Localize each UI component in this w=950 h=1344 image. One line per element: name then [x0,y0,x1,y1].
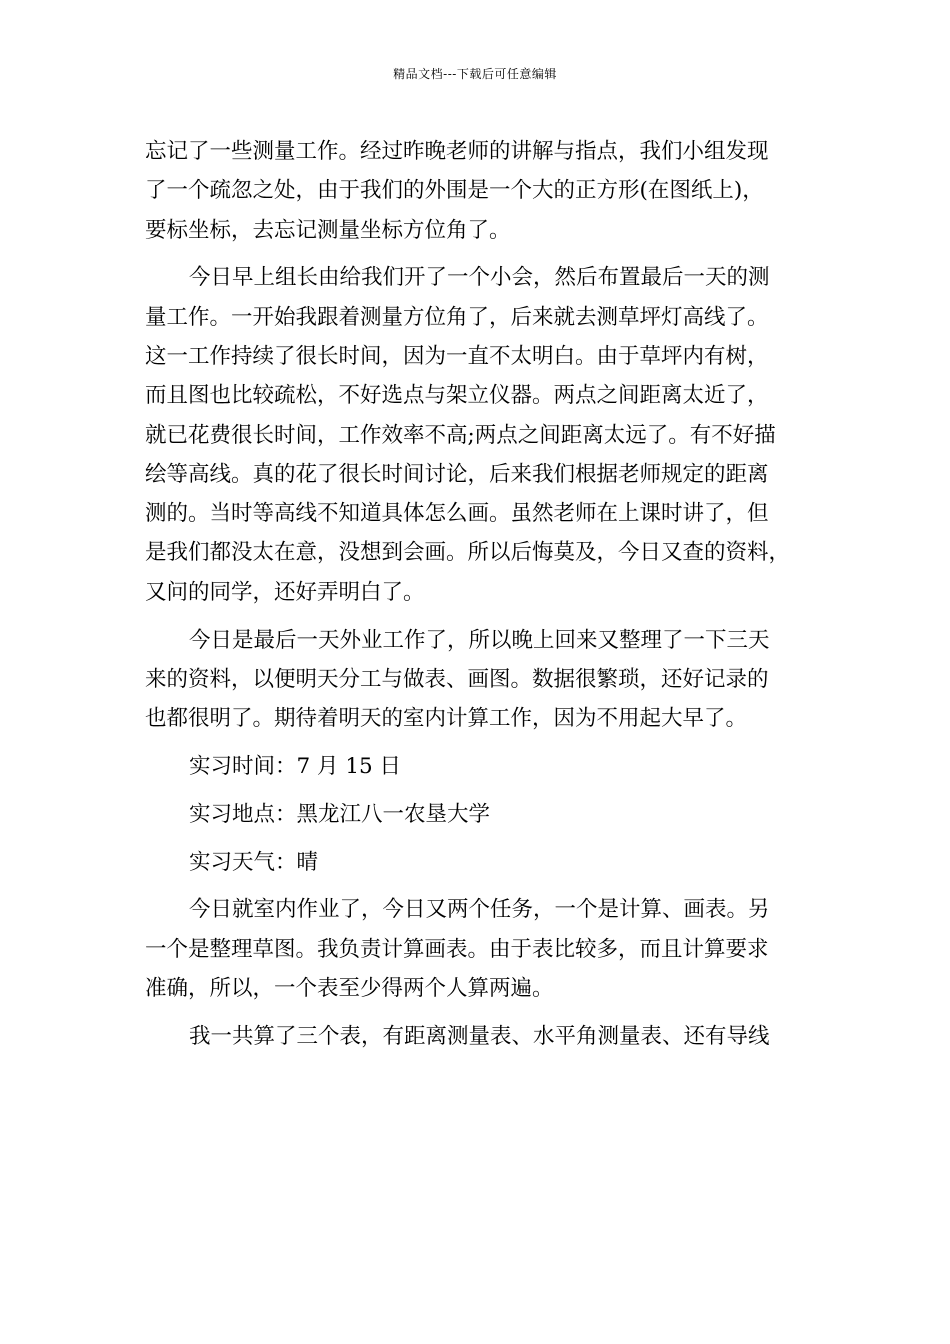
paragraph-2-line-5: 就已花费很长时间，工作效率不高;两点之间距离太远了。有不好描 [145,422,776,448]
paragraph-1-line-1: 忘记了一些测量工作。经过昨晚老师的讲解与指点，我们小组发现 [145,139,769,164]
paragraph-3-line-1: 今日是最后一天外业工作了，所以晚上回来又整理了一下三天 [189,627,770,653]
paragraph-2-line-7: 测的。当时等高线不知道具体怎么画。虽然老师在上课时讲了，但 [145,501,769,527]
paragraph-2-line-9: 又问的同学，还好弄明白了。 [145,579,425,605]
paragraph-2-line-8: 是我们都没太在意，没想到会画。所以后悔莫及，今日又查的资料， [145,540,791,566]
paragraph-5-line-1: 实习地点：黑龙江八一农垦大学 [189,801,491,827]
paragraph-2-line-6: 绘等高线。真的花了很长时间讨论，后来我们根据老师规定的距离 [145,461,769,487]
paragraph-7-line-1: 今日就室内作业了，今日又两个任务，一个是计算、画表。另 [189,897,770,923]
paragraph-1-line-3: 要标坐标，去忘记测量坐标方位角了。 [145,217,511,243]
paragraph-3-line-2: 来的资料，以便明天分工与做表、画图。数据很繁琐，还好记录的 [145,666,769,692]
paragraph-2-line-4: 而且图也比较疏松，不好选点与架立仪器。两点之间距离太近了， [145,383,769,409]
paragraph-4-line-1: 实习时间：7 月 15 日 [189,753,402,779]
page-header: 精品文档---下载后可任意编辑 [393,67,557,81]
paragraph-7-line-2: 一个是整理草图。我负责计算画表。由于表比较多，而且计算要求 [145,936,769,962]
paragraph-6-line-1: 实习天气：晴 [189,849,319,875]
paragraph-2-line-1: 今日早上组长由给我们开了一个小会，然后布置最后一天的测 [189,265,770,291]
paragraph-2-line-3: 这一工作持续了很长时间，因为一直不太明白。由于草坪内有树， [145,343,769,369]
paragraph-7-line-3: 准确，所以，一个表至少得两个人算两遍。 [145,975,554,1001]
document-body [145,132,825,1056]
paragraph-3-line-3: 也都很明了。期待着明天的室内计算工作，因为不用起大早了。 [145,706,748,732]
paragraph-8-line-1: 我一共算了三个表，有距离测量表、水平角测量表、还有导线 [189,1023,770,1049]
paragraph-1-line-2: 了一个疏忽之处，由于我们的外围是一个大的正方形(在图纸上)， [145,178,764,204]
paragraph-2-line-2: 量工作。一开始我跟着测量方位角了，后来就去测草坪灯高线了。 [145,304,769,330]
